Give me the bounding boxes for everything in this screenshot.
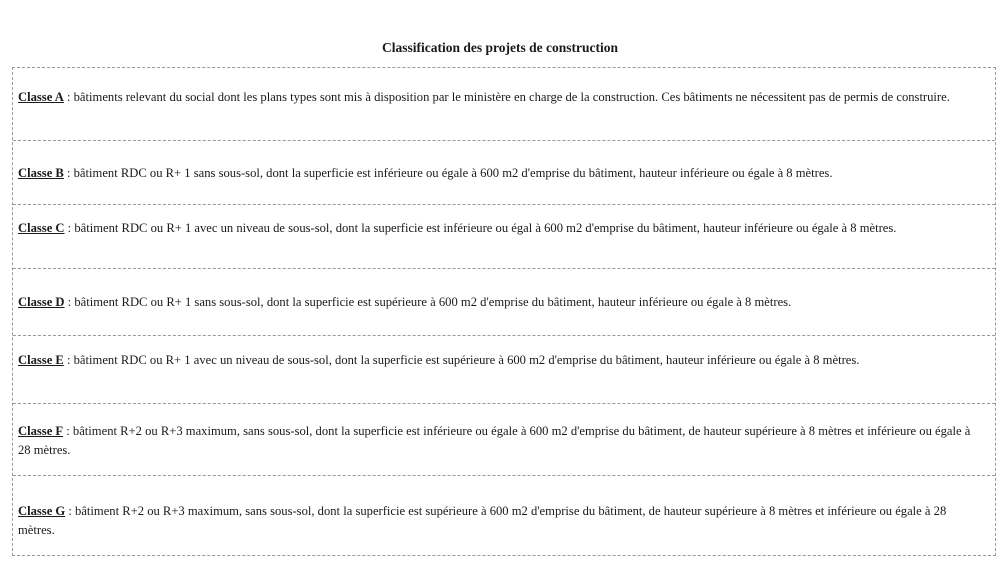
class-row-e (13, 336, 995, 404)
class-description: : bâtiment R+2 ou R+3 maximum, sans sous-sol, dont la superficie est supérieure à 600 m2 d'emprise du bâtiment, de hauteur supérieure à 8 mètres et inférieure ou égale à 28 mètres. (18, 504, 947, 537)
class-label: Classe G (18, 504, 66, 518)
class-label: Classe E (18, 353, 64, 367)
class-description: : bâtiment R+2 ou R+3 maximum, sans sous-sol, dont la superficie est inférieure ou égale à 600 m2 d'emprise du bâtiment, de hauteur supérieure à 8 mètres et inférieure ou égale à 28 mètres. (18, 424, 971, 457)
class-row-d (13, 269, 995, 336)
row-text (18, 293, 981, 312)
class-description: : bâtiments relevant du social dont les plans types sont mis à disposition par le ministère en charge de la construction. Ces bâtiments ne nécessitent pas de permis de construire. (63, 90, 950, 104)
class-row-g (13, 476, 995, 556)
row-text (18, 351, 981, 370)
row-text (18, 164, 981, 183)
class-description: : bâtiment RDC ou R+ 1 avec un niveau de sous-sol, dont la superficie est supérieure à 600 m2 d'emprise du bâtiment, hauteur inférieure ou égale à 8 mètres. (63, 353, 860, 367)
class-description: : bâtiment RDC ou R+ 1 sans sous-sol, dont la superficie est inférieure ou égale à 600 m2 d'emprise du bâtiment, hauteur inférieure ou égale à 8 mètres. (63, 166, 833, 180)
classification-table (12, 67, 996, 556)
class-row-c (13, 205, 995, 269)
row-text (18, 422, 981, 459)
class-description: : bâtiment RDC ou R+ 1 sans sous-sol, dont la superficie est supérieure à 600 m2 d'emprise du bâtiment, hauteur inférieure ou égale à 8 mètres. (64, 295, 792, 309)
row-text (18, 88, 981, 107)
class-label: Classe A (18, 90, 64, 104)
class-row-f (13, 404, 995, 476)
class-label: Classe D (18, 295, 65, 309)
class-row-b (13, 141, 995, 205)
row-text (18, 502, 981, 539)
row-text (18, 219, 981, 238)
class-label: Classe B (18, 166, 64, 180)
class-label: Classe F (18, 424, 64, 438)
class-row-a (13, 68, 995, 141)
class-description: : bâtiment RDC ou R+ 1 avec un niveau de sous-sol, dont la superficie est inférieure ou égal à 600 m2 d'emprise du bâtiment, hauteur inférieure ou égale à 8 mètres. (64, 221, 897, 235)
class-label: Classe C (18, 221, 65, 235)
document-title: Classification des projets de construction (382, 40, 618, 55)
